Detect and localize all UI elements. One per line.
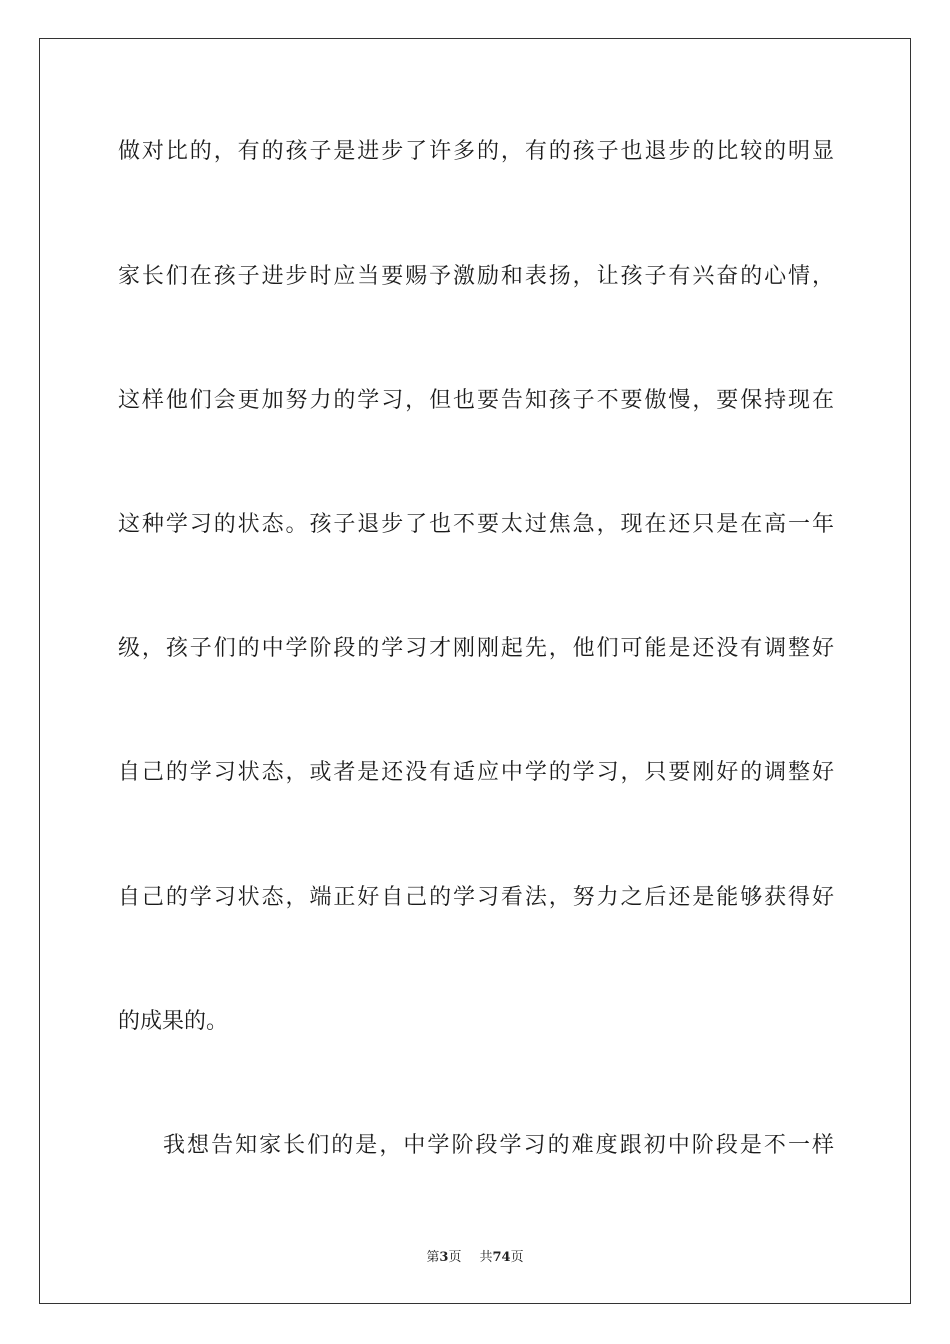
body-text-line: 这种学习的状态。孩子退步了也不要太过焦急，现在还只是在高一年 bbox=[118, 512, 834, 537]
body-text-line: 自己的学习状态，或者是还没有适应中学的学习，只要刚好的调整好 bbox=[118, 760, 834, 785]
page-border bbox=[39, 38, 911, 1304]
body-text-line: 家长们在孩子进步时应当要赐予激励和表扬，让孩子有兴奋的心情， bbox=[118, 264, 834, 289]
body-text-line: 做对比的，有的孩子是进步了许多的，有的孩子也退步的比较的明显 bbox=[118, 139, 834, 164]
page-footer bbox=[0, 1249, 950, 1267]
total-label-suffix: 页 bbox=[510, 1250, 524, 1265]
body-text-line: 自己的学习状态，端正好自己的学习看法，努力之后还是能够获得好 bbox=[118, 885, 834, 910]
body-text-line: 级，孩子们的中学阶段的学习才刚刚起先，他们可能是还没有调整好 bbox=[118, 636, 834, 661]
body-text-line: 这样他们会更加努力的学习，但也要告知孩子不要傲慢，要保持现在 bbox=[118, 388, 834, 413]
total-label-prefix: 共 bbox=[479, 1250, 493, 1265]
body-text-line: 的成果的。 bbox=[118, 1009, 229, 1034]
page-label-suffix: 页 bbox=[448, 1250, 462, 1265]
page-number: 3 bbox=[439, 1250, 449, 1265]
paragraph-first-line: 我想告知家长们的是，中学阶段学习的难度跟初中阶段是不一样 bbox=[163, 1133, 834, 1158]
total-pages: 74 bbox=[492, 1250, 511, 1265]
page-label-prefix: 第 bbox=[426, 1250, 440, 1265]
